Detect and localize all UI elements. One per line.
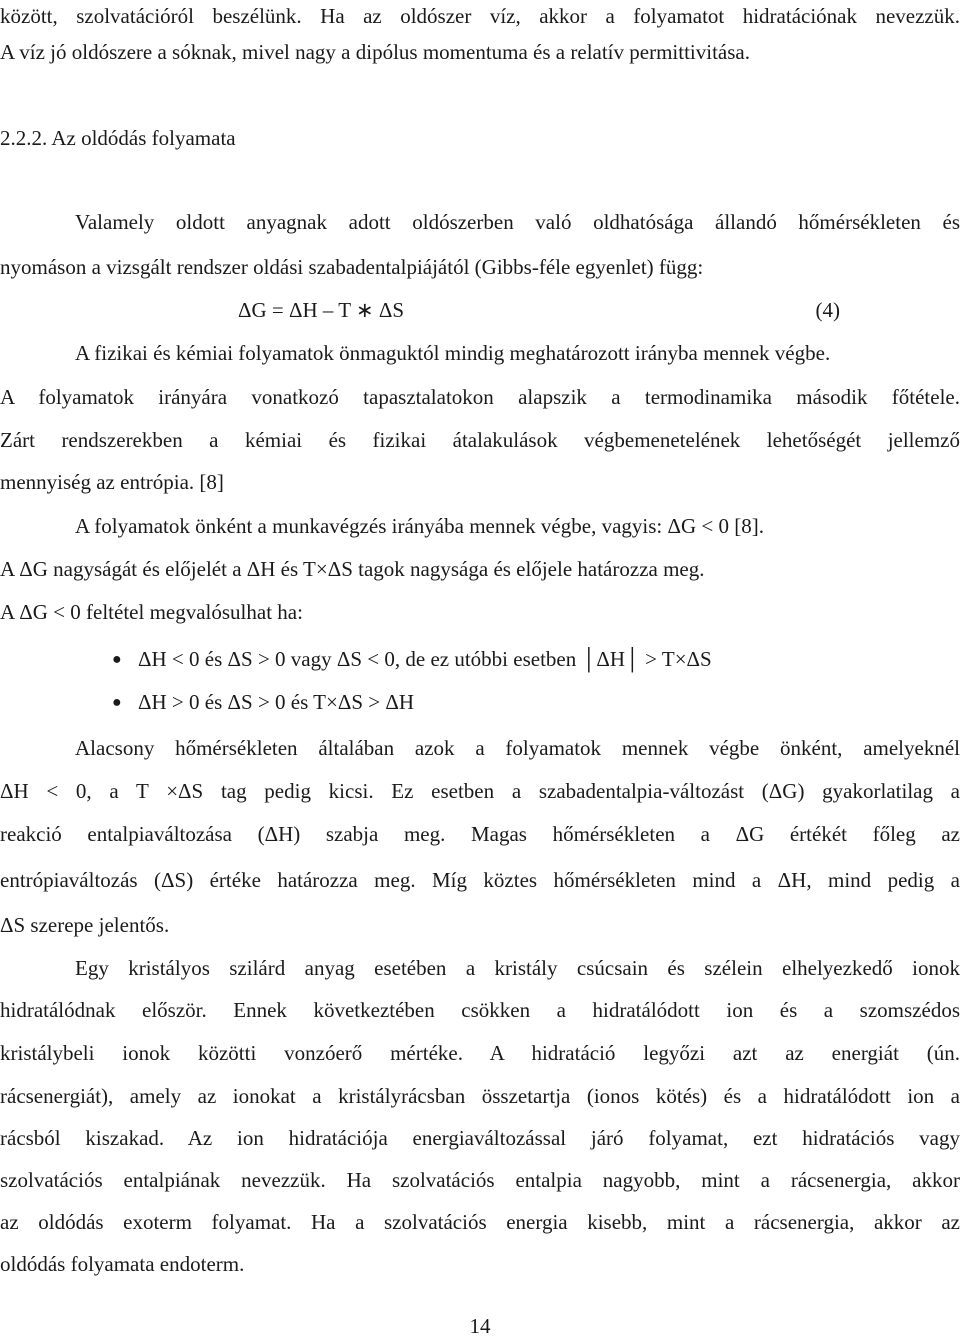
bullet-icon: ● (112, 694, 122, 711)
text-line: rácsból kiszakad. Az ion hidratációja energiaváltozással járó folyamat, ezt hidratációs vagy (0, 1126, 960, 1150)
section-heading: 2.2.2. Az oldódás folyamata (0, 126, 236, 150)
text-line: az oldódás exoterm folyamat. Ha a szolvatációs energia kisebb, mint a rácsenergia, akkor az (0, 1210, 960, 1234)
text-line: Zárt rendszerekben a kémiai és fizikai átalakulások végbemenetelének lehetőségét jellemző (0, 428, 960, 452)
text-line: entrópiaváltozás (ΔS) értéke határozza meg. Míg köztes hőmérsékleten mind a ΔH, mind pedig a (0, 868, 960, 892)
text-line: A folyamatok önként a munkavégzés irányába mennek végbe, vagyis: ΔG < 0 [8]. (75, 514, 764, 538)
text-line: hidratálódnak először. Ennek következtében csökken a hidratálódott ion és a szomszédos (0, 998, 960, 1022)
text-line: rácsenergiát), amely az ionokat a kristályrácsban összetartja (ionos kötés) és a hidratálódott ion a (0, 1084, 960, 1108)
text-line: A víz jó oldószere a sóknak, mivel nagy a dipólus momentuma és a relatív permittivitása. (0, 40, 750, 64)
text-line: A fizikai és kémiai folyamatok önmaguktól mindig meghatározott irányba mennek végbe. (75, 341, 831, 365)
page-number: 14 (469, 1314, 491, 1338)
condition-list-item (112, 645, 712, 674)
equation-number: (4) (815, 298, 840, 322)
text-line: szolvatációs entalpiának nevezzük. Ha szolvatációs entalpia nagyobb, mint a rácsenergia, akkor (0, 1168, 960, 1192)
condition-text: ΔH > 0 és ΔS > 0 és T×ΔS > ΔH (138, 690, 415, 714)
text-line: reakció entalpiaváltozása (ΔH) szabja meg. Magas hőmérsékleten a ΔG értékét főleg az (0, 822, 960, 846)
text-line: Valamely oldott anyagnak adott oldószerben való oldhatósága állandó hőmérsékleten és (75, 210, 960, 234)
text-line: ΔH < 0, a T ×ΔS tag pedig kicsi. Ez esetben a szabadentalpia-változást (ΔG) gyakorlatilag a (0, 779, 960, 803)
condition-list-item (112, 688, 414, 717)
bullet-icon: ● (112, 651, 122, 668)
text-line: Alacsony hőmérsékleten általában azok a folyamatok mennek végbe önként, amelyeknél (75, 736, 960, 760)
text-line: A ΔG < 0 feltétel megvalósulhat ha: (0, 600, 303, 624)
text-line: oldódás folyamata endoterm. (0, 1252, 245, 1276)
text-line: között, szolvatációról beszélünk. Ha az oldószer víz, akkor a folyamatot hidratációnak nevezzük. (0, 4, 960, 28)
text-line: ΔS szerepe jelentős. (0, 913, 170, 937)
text-line: Egy kristályos szilárd anyag esetében a kristály csúcsain és szélein elhelyezkedő ionok (75, 956, 960, 980)
text-line: kristálybeli ionok közötti vonzóerő mértéke. A hidratáció legyőzi azt az energiát (ún. (0, 1041, 960, 1065)
text-line: A ΔG nagyságát és előjelét a ΔH és T×ΔS tagok nagysága és előjele határozza meg. (0, 557, 705, 581)
condition-text: ΔH < 0 és ΔS > 0 vagy ΔS < 0, de ez utóbbi esetben │ΔH│ > T×ΔS (138, 647, 712, 671)
text-line: mennyiség az entrópia. [8] (0, 470, 224, 494)
text-line: nyomáson a vizsgált rendszer oldási szabadentalpiájától (Gibbs-féle egyenlet) függ: (0, 255, 704, 279)
text-line: A folyamatok irányára vonatkozó tapasztalatokon alapszik a termodinamika második főtétele. (0, 385, 960, 409)
equation-text: ΔG = ΔH – T ∗ ΔS (238, 298, 405, 322)
